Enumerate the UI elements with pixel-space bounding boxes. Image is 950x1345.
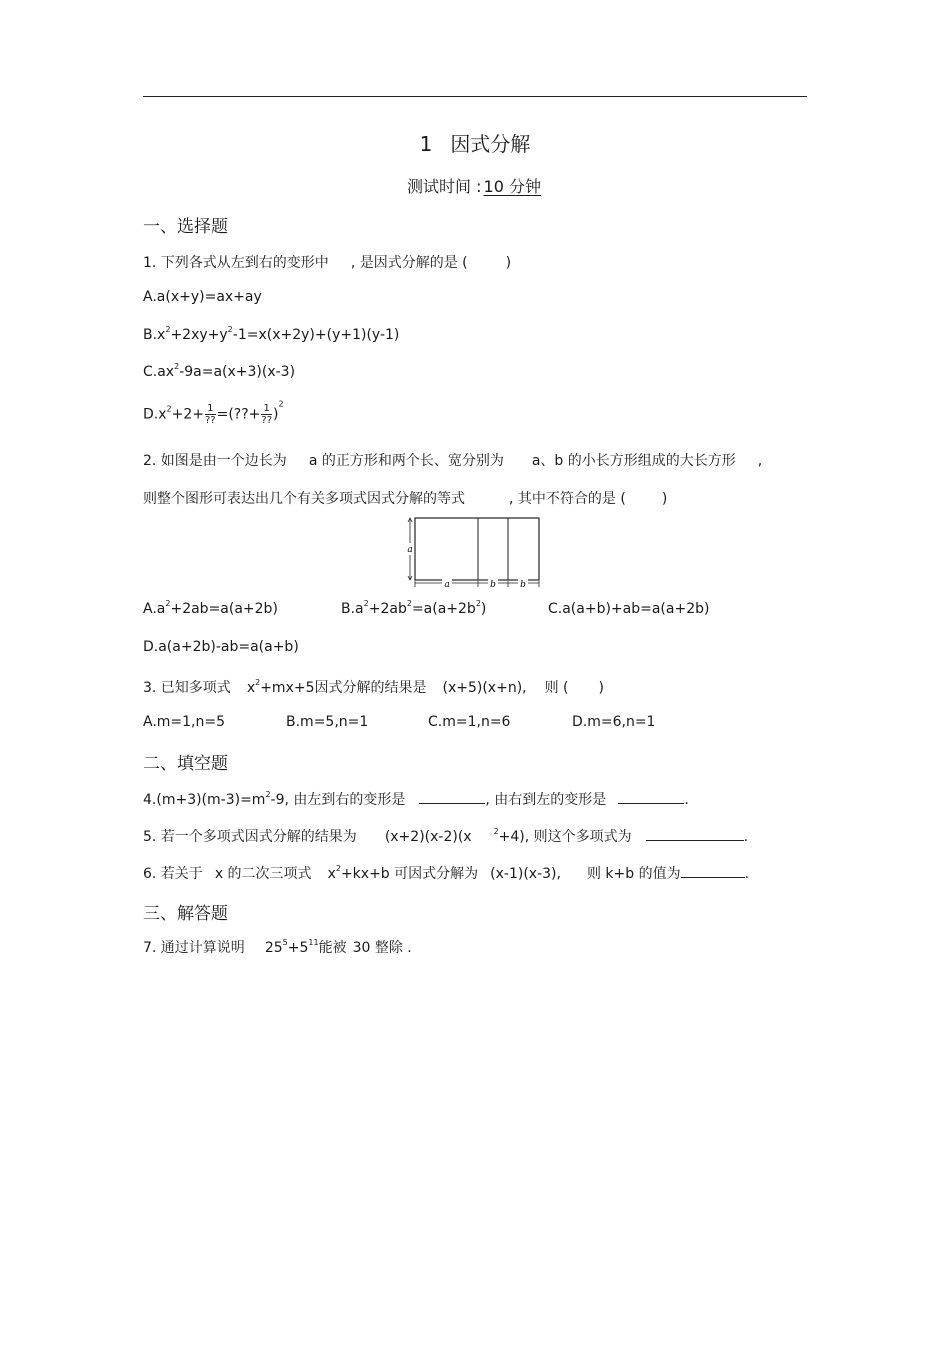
- time-value: 10 分钟: [483, 177, 541, 196]
- q5: [143, 826, 748, 846]
- sup: 2: [255, 678, 261, 687]
- q4-s2: -9, 由左到右的变形是: [270, 792, 406, 808]
- q5-s1: 5. 若一个多项式因式分解的结果为: [143, 829, 357, 845]
- fraction: [261, 403, 272, 426]
- fraction: [205, 403, 216, 426]
- q3-s4: (x+5)(x+n),: [442, 680, 527, 696]
- q1-option-c: [143, 364, 295, 380]
- q2-l1d: ,: [757, 453, 763, 469]
- q1-stem-b: , 是因式分解的是 (: [350, 255, 468, 271]
- q1-stem-c: ): [505, 255, 512, 271]
- sup: 2: [265, 790, 271, 799]
- q1-stem-a: 1. 下列各式从左到右的变形中: [143, 255, 329, 271]
- q4-s1: 4.(m+3)(m-3)=m: [143, 792, 266, 808]
- q2-a1: A.a: [143, 601, 166, 617]
- q2-option-b: [341, 601, 486, 617]
- fig-label-b1: b: [490, 580, 496, 590]
- q6-s6: 则 k+b 的值为: [586, 866, 681, 882]
- section-choice: 一、选择题: [143, 217, 228, 237]
- fig-label-a-side: a: [407, 545, 413, 555]
- q1-d-part2: +2+: [171, 406, 204, 423]
- title-number: 1: [419, 132, 433, 156]
- q3-option-d: D.m=6,n=1: [572, 714, 656, 730]
- q1-option-a: A.a(x+y)=ax+ay: [143, 289, 262, 305]
- sup: 2: [335, 864, 341, 873]
- section-fill: 二、填空题: [143, 754, 228, 774]
- page-title: [0, 128, 950, 157]
- q3-s3: +mx+5因式分解的结果是: [260, 680, 427, 696]
- section-solve: 三、解答题: [143, 904, 228, 924]
- q1-b-part1: B.x: [143, 327, 166, 343]
- q2-a2: +2ab=a(a+2b): [170, 601, 278, 617]
- q4-blank-1[interactable]: [419, 791, 485, 804]
- q5-s3: +4), 则这个多项式为: [498, 829, 632, 845]
- q7-s1: 7. 通过计算说明: [143, 940, 245, 956]
- sup: 2: [165, 325, 171, 334]
- sup: 2: [227, 325, 233, 334]
- q2-option-d: D.a(a+2b)-ab=a(a+b): [143, 639, 299, 655]
- q1-d-part1: D.x: [143, 406, 167, 423]
- q4-blank-2[interactable]: [618, 791, 684, 804]
- q2-b3: =a(a+2b: [411, 601, 476, 617]
- sup: 2: [174, 362, 180, 371]
- q5-s4: .: [743, 829, 749, 845]
- sup: 2: [363, 599, 369, 608]
- q2-b1: B.a: [341, 601, 364, 617]
- sup-5: 5: [282, 938, 288, 947]
- sup-11: 11: [308, 938, 319, 947]
- q2-l2c: ): [661, 491, 668, 507]
- q3-s5: 则 (: [544, 680, 569, 696]
- q5-blank[interactable]: [646, 828, 744, 841]
- q2-l1c: a、b 的小长方形组成的大长方形: [531, 453, 736, 469]
- frac-num: 1: [261, 403, 272, 415]
- q2-l2a: 则整个图形可表达出几个有关多项式因式分解的等式: [143, 491, 465, 507]
- q1-b-part2: +2xy+y: [170, 327, 228, 343]
- q4-s4: .: [684, 792, 689, 808]
- q3-s1: 3. 已知多项式: [143, 680, 231, 696]
- q6-blank[interactable]: [681, 865, 745, 878]
- q7: [143, 937, 412, 957]
- q1-b-part3: -1=x(x+2y)+(y+1)(y-1): [232, 327, 400, 343]
- q1-option-d: [143, 399, 284, 426]
- q2-b4: ): [480, 601, 487, 617]
- q1-d-part4: ): [273, 406, 279, 423]
- q6-s5: (x-1)(x-3),: [490, 866, 561, 882]
- q2-option-c: C.a(a+b)+ab=a(a+2b): [548, 601, 710, 617]
- q7-s5: 30 整除 .: [352, 940, 412, 956]
- rectangle-figure: [405, 515, 543, 591]
- q3-s2: x: [246, 680, 256, 696]
- q3-option-a: A.m=1,n=5: [143, 714, 226, 730]
- q1-c-part2: -9a=a(x+3)(x-3): [179, 364, 296, 380]
- q2-b2: +2ab: [368, 601, 407, 617]
- q3-stem: [143, 677, 604, 697]
- q6-s1: 6. 若关于: [143, 866, 203, 882]
- sup: 2: [406, 599, 412, 608]
- top-rule: [143, 96, 807, 97]
- frac-num: 1: [205, 403, 216, 415]
- sup: 2: [166, 404, 172, 414]
- sup: 2: [493, 827, 499, 836]
- q2-l1a: 2. 如图是由一个边长为: [143, 453, 287, 469]
- test-time: [0, 174, 950, 197]
- q1-d-part3: =(??+: [216, 406, 261, 423]
- q3-s6: ): [598, 680, 604, 696]
- q7-s4: 能被: [318, 940, 347, 956]
- time-label: 测试时间 :: [407, 177, 482, 196]
- q4: [143, 789, 689, 809]
- q2-stem-line2: [143, 488, 667, 508]
- q2-l2b: , 其中不符合的是 (: [509, 491, 626, 507]
- q1-option-b: [143, 327, 399, 343]
- q5-s2: (x+2)(x-2)(x: [384, 829, 472, 845]
- q6-s3: x: [327, 866, 336, 882]
- q7-s3: +5: [287, 940, 309, 956]
- q2-l1b: a 的正方形和两个长、宽分别为: [308, 453, 504, 469]
- q3-option-c: C.m=1,n=6: [428, 714, 511, 730]
- frac-den: ??: [261, 415, 273, 426]
- sup: 2: [475, 599, 481, 608]
- q6: [143, 863, 749, 883]
- q6-s7: .: [744, 866, 750, 882]
- q1-stem: [143, 252, 511, 272]
- sup: 2: [165, 599, 171, 608]
- big-rectangle: [415, 518, 539, 580]
- fig-label-b2: b: [520, 580, 526, 590]
- q7-s2: 25: [264, 940, 283, 956]
- q1-c-part1: C.ax: [143, 364, 175, 380]
- title-text: 因式分解: [450, 132, 531, 156]
- sup: 2: [278, 399, 284, 409]
- q6-s2: x 的二次三项式: [214, 866, 312, 882]
- q6-s4: +kx+b 可因式分解为: [340, 866, 479, 882]
- frac-den: ??: [204, 415, 216, 426]
- q4-s3: , 由右到左的变形是: [485, 792, 607, 808]
- q2-stem-line1: [143, 450, 762, 470]
- q3-option-b: B.m=5,n=1: [286, 714, 369, 730]
- fig-label-a-bottom: a: [444, 580, 450, 590]
- q2-option-a: [143, 601, 278, 617]
